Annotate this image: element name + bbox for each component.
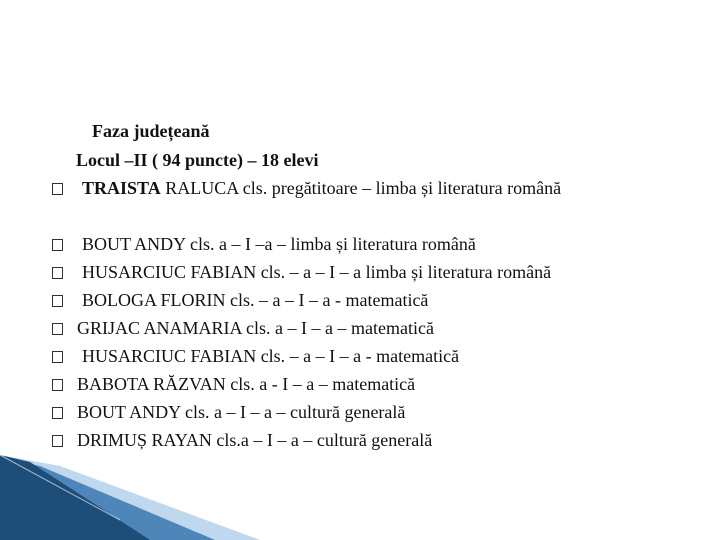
list-item-text: BOUT ANDY cls. a – I – a – cultură generală [77, 402, 406, 422]
list-item [0, 316, 720, 340]
checkbox-bullet-icon [52, 183, 63, 195]
list-item-text: DRIMUȘ RAYAN cls.a – I – a – cultură generală [77, 430, 433, 450]
checkbox-bullet-icon [52, 435, 63, 447]
list-item-text: HUSARCIUC FABIAN cls. – a – I – a limba și literatura română [82, 262, 552, 282]
list-item-text: HUSARCIUC FABIAN cls. – a – I – a - matematică [82, 346, 460, 366]
list-item [0, 288, 720, 312]
checkbox-bullet-icon [52, 407, 63, 419]
list-item [0, 232, 720, 256]
page-title: Faza județeană [92, 121, 210, 141]
list-item-text: RALUCA cls. pregătitoare – limba și literatura română [160, 178, 562, 198]
list-item [0, 344, 720, 368]
checkbox-bullet-icon [52, 267, 63, 279]
list-item-text: GRIJAC ANAMARIA cls. a – I – a – matematică [77, 318, 434, 338]
checkbox-bullet-icon [52, 239, 63, 251]
list-item [0, 372, 720, 396]
list-item [0, 428, 720, 452]
list-item [0, 176, 720, 200]
list-item-lead: TRAISTA [82, 178, 161, 198]
list-item [0, 260, 720, 284]
checkbox-bullet-icon [52, 379, 63, 391]
list-item-text: BABOTA RĂZVAN cls. a - I – a – matematică [77, 374, 416, 394]
list-item-text: BOUT ANDY cls. a – I –a – limba și literatura română [82, 234, 476, 254]
checkbox-bullet-icon [52, 323, 63, 335]
list-item-text: BOLOGA FLORIN cls. – a – I – a - matematică [82, 290, 429, 310]
list-item [0, 400, 720, 424]
checkbox-bullet-icon [52, 351, 63, 363]
checkbox-bullet-icon [52, 295, 63, 307]
page-subtitle: Locul –II ( 94 puncte) – 18 elevi [76, 150, 319, 170]
